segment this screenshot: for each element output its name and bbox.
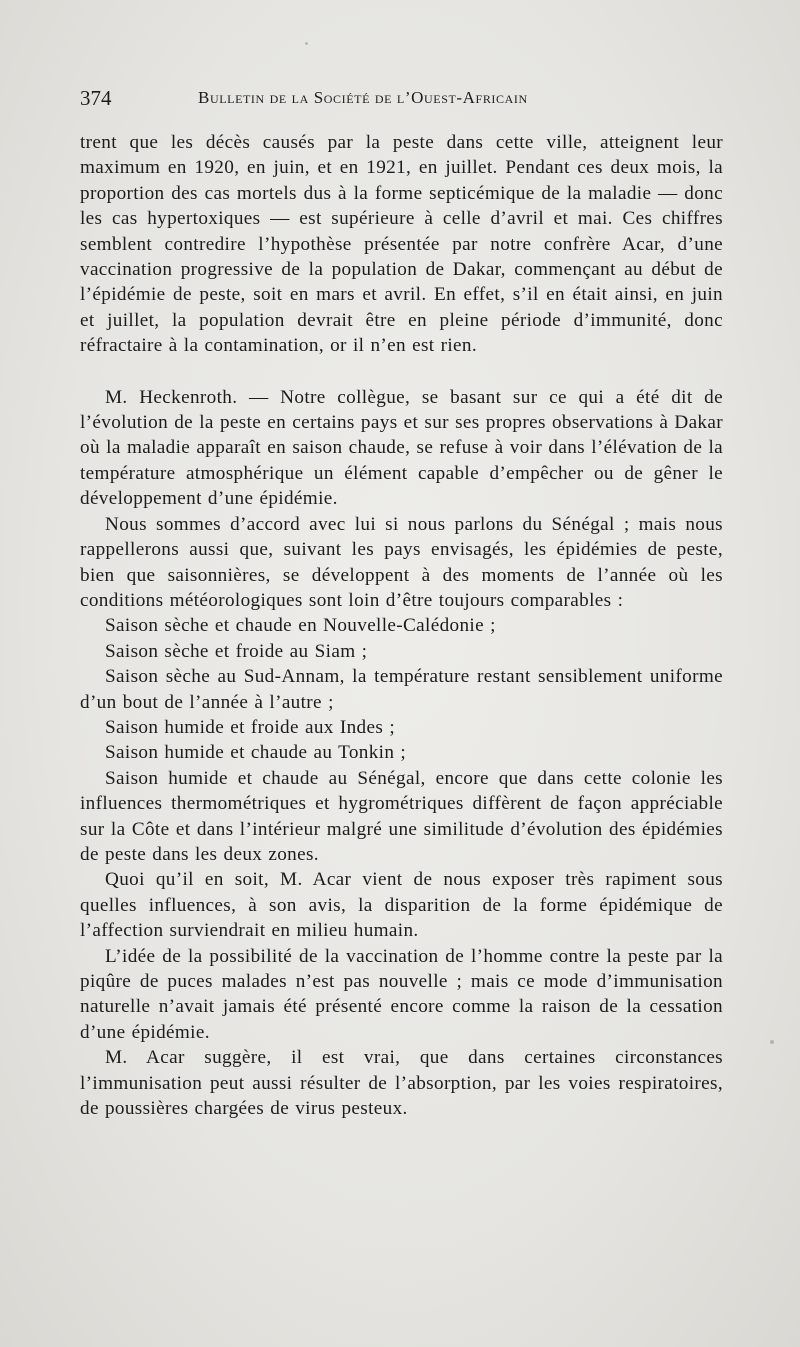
paragraph-gap xyxy=(80,359,723,385)
list-paragraph: Saison humide et chaude au Sénégal, encore que dans cette colonie les influences thermométriques et hygrométriques diffèrent de façon appréciable sur la Côte et dans l’intérieur malgré une similitude d’évolution des épidémies de peste dans les deux zones. xyxy=(80,767,723,865)
page-header xyxy=(80,82,720,112)
paragraph: L’idée de la possibilité de la vaccination de l’homme contre la peste par la piqûre de puces malades n’est pas nouvelle ; mais ce mode d’immunisation naturelle n’avait jamais été présenté encore comme la raison de la cessation d’une épidémie. xyxy=(80,945,723,1043)
list-paragraph: Saison humide et froide aux Indes ; xyxy=(105,716,396,738)
paragraph: Nous sommes d’accord avec lui si nous parlons du Sénégal ; mais nous rappellerons aussi que, suivant les pays envisagés, les épidémies de peste, bien que saisonnières, se développent à des moments de l’année où les conditions météorologiques sont loin d’être toujours comparables : xyxy=(80,513,723,611)
print-speck xyxy=(770,1040,774,1044)
list-paragraph: Saison sèche et chaude en Nouvelle-Calédonie ; xyxy=(105,615,496,637)
body-text xyxy=(80,130,723,1121)
print-speck xyxy=(305,42,308,45)
paragraph: Quoi qu’il en soit, M. Acar vient de nous exposer très rapiment sous quelles influences, à son avis, la disparition de la forme épidémique de l’affection surviendrait en milieu humain. xyxy=(80,869,723,942)
list-paragraph: Saison humide et chaude au Tonkin ; xyxy=(105,742,407,764)
list-paragraph: Saison sèche et froide au Siam ; xyxy=(105,640,368,662)
running-title: Bulletin de la Société de l’Ouest-Africain xyxy=(198,88,528,107)
paragraph: M. Acar suggère, il est vrai, que dans certaines circonstances l’immunisation peut aussi résulter de l’absorption, par les voies respiratoires, de poussières chargées de virus pesteux. xyxy=(80,1047,723,1120)
page-number: 374 xyxy=(80,86,112,110)
paragraph: M. Heckenroth. — Notre collègue, se basant sur ce qui a été dit de l’évolution de la peste en certains pays et sur ses propres observations à Dakar où la maladie apparaît en saison chaude, se refuse à voir dans l’élévation de la température atmosphérique un élément capable d’empêcher ou de gêner le développement d’une épidémie. xyxy=(80,386,723,510)
list-paragraph: Saison sèche au Sud-Annam, la température restant sensiblement uniforme d’un bout de l’année à l’autre ; xyxy=(80,666,723,713)
paragraph: trent que les décès causés par la peste dans cette ville, atteignent leur maximum en 1920, en juin, et en 1921, en juillet. Pendant ces deux mois, la proportion des cas mortels dus à la forme septicémique de la maladie — donc les cas hypertoxiques — est supérieure à celle d’avril et mai. Ces chiffres semblent contredire l’hypothèse présentée par notre confrère Acar, d’une vaccination progressive de la population de Dakar, commençant au début de l’épidémie de peste, soit en mars et avril. En effet, s’il en était ainsi, en juin et juillet, la population devrait être en pleine période d’immunité, donc réfractaire à la contamination, or il n’en est rien. xyxy=(80,132,723,357)
